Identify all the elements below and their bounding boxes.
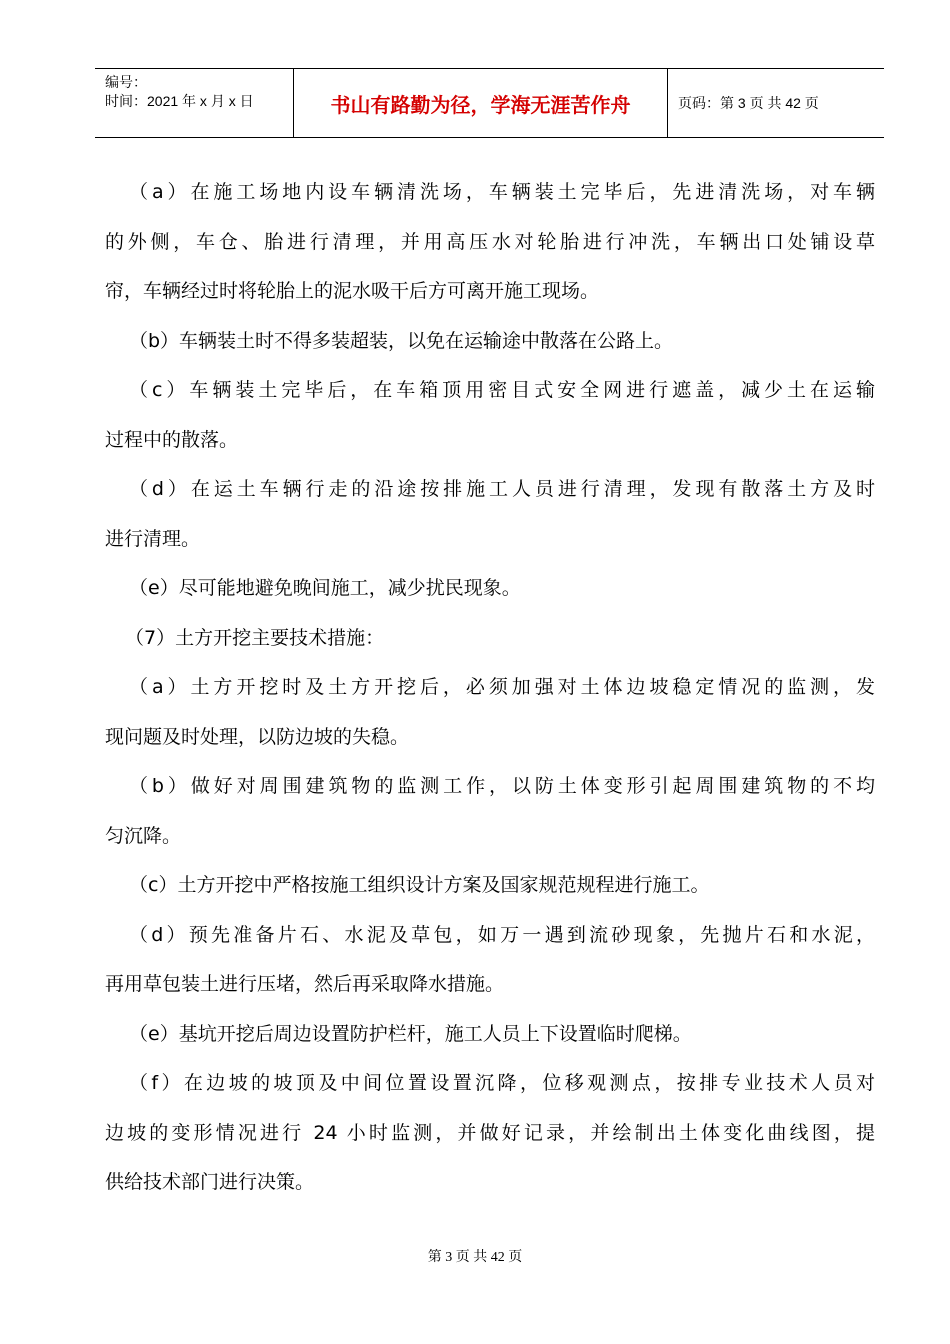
text-line: 再用草包装土进行压堵，然后再采取降水措施。	[105, 973, 505, 995]
text-line: （e）尽可能地避免晚间施工，减少扰民现象。	[129, 577, 521, 599]
text-line: 进行清理。	[105, 527, 201, 550]
header-motto: 书山有路勤为径，学海无涯苦作舟	[294, 69, 668, 137]
page-header	[95, 68, 884, 138]
header-meta	[95, 69, 294, 137]
text-line: （a）在施工场地内设车辆清洗场，车辆装土完毕后，先进清洗场，对车辆	[129, 181, 875, 203]
section-heading: （7）土方开挖主要技术措施：	[125, 626, 385, 649]
number-label: 编号：	[105, 74, 147, 90]
text-line: （d）在运土车辆行走的沿途按排施工人员进行清理，发现有散落土方及时	[129, 478, 875, 500]
time-label: 时间：2021 年 x 月 x 日	[105, 93, 254, 109]
text-line: （f）在边坡的坡顶及中间位置设置沉降，位移观测点，按排专业技术人员对	[129, 1072, 875, 1094]
text-line: （b）做好对周围建筑物的监测工作，以防土体变形引起周围建筑物的不均	[129, 775, 875, 797]
page-footer: 第 3 页 共 42 页	[427, 1250, 523, 1265]
text-line: 的外侧，车仓、胎进行清理，并用高压水对轮胎进行冲洗，车辆出口处铺设草	[105, 230, 875, 253]
text-line: （a）土方开挖时及土方开挖后，必须加强对土体边坡稳定情况的监测，发	[129, 676, 875, 698]
header-page-info: 页码：第 3 页 共 42 页	[678, 95, 819, 111]
text-line: （c）土方开挖中严格按施工组织设计方案及国家规范规程进行施工。	[129, 874, 710, 896]
text-line: （d）预先准备片石、水泥及草包，如万一遇到流砂现象，先抛片石和水泥，	[129, 923, 875, 946]
text-line: （c）车辆装土完毕后，在车箱顶用密目式安全网进行遮盖，减少土在运输	[129, 379, 875, 401]
text-line: 帘，车辆经过时将轮胎上的泥水吸干后方可离开施工现场。	[105, 280, 600, 302]
text-line: 现问题及时处理，以防边坡的失稳。	[105, 725, 410, 748]
text-line: 匀沉降。	[105, 824, 182, 847]
text-line: 过程中的散落。	[105, 428, 239, 451]
text-line: （b）车辆装土时不得多装超装，以免在运输途中散落在公路上。	[129, 329, 674, 352]
text-line: 供给技术部门进行决策。	[105, 1171, 315, 1193]
document-body	[105, 168, 875, 1208]
text-line: 边坡的变形情况进行 24 小时监测，并做好记录，并绘制出土体变化曲线图，提	[105, 1121, 875, 1144]
text-line: （e）基坑开挖后周边设置防护栏杆，施工人员上下设置临时爬梯。	[129, 1022, 692, 1045]
